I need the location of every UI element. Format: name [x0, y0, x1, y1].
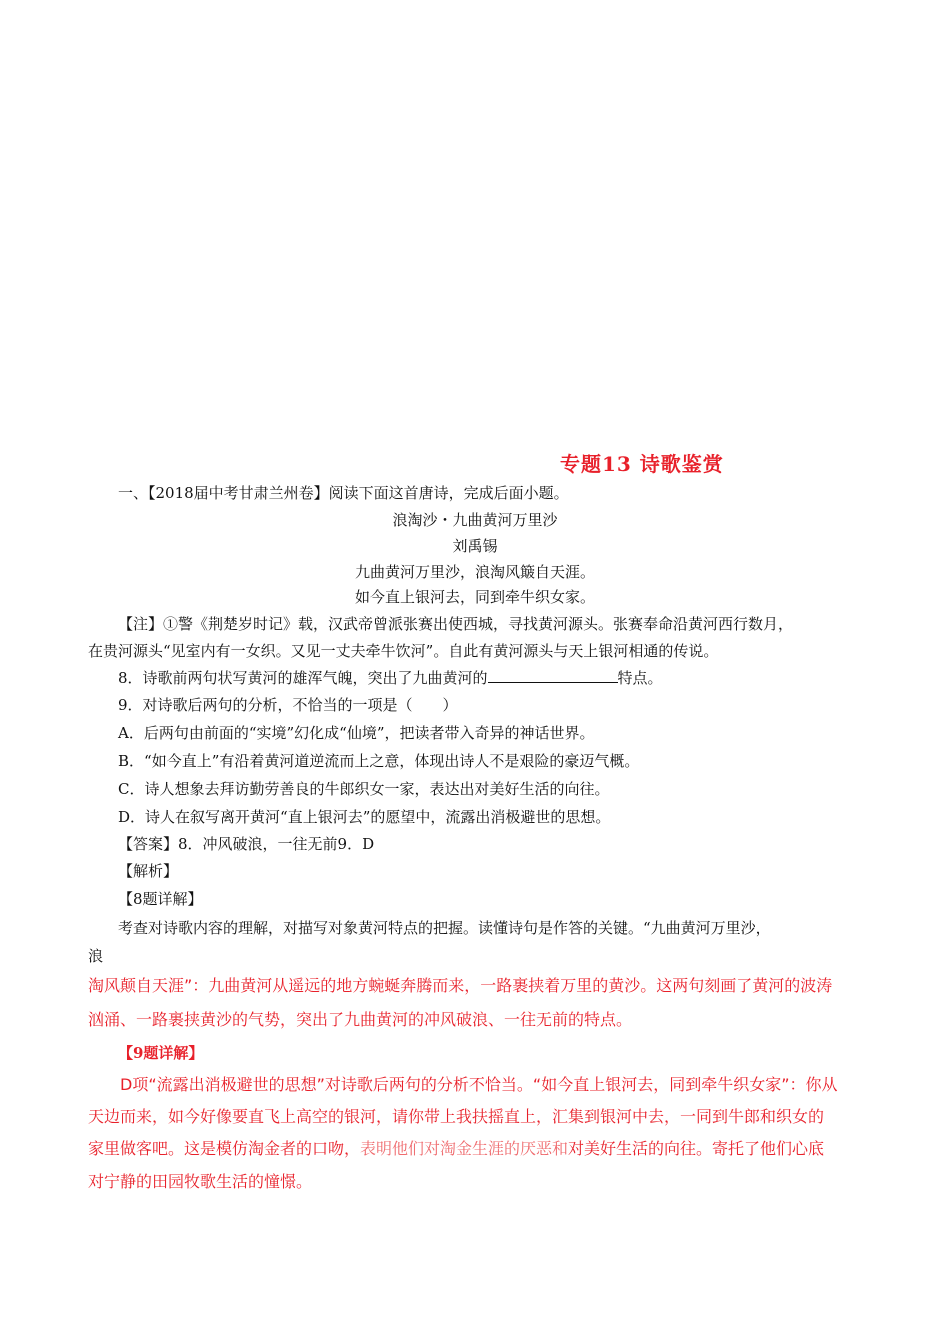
- detail-9-red-line-3c: 对美好生活的向往。寄托了他们心底: [568, 1139, 825, 1158]
- intro-line: 一、【2018届中考甘肃兰州卷】阅读下面这首唐诗，完成后面小题。: [118, 484, 569, 502]
- question-8-text: 8．诗歌前两句状写黄河的雄浑气魄，突出了九曲黄河的: [118, 669, 488, 687]
- page-title: 专题13 诗歌鉴赏: [560, 452, 724, 476]
- detail-9-red-line-3: [88, 1139, 824, 1159]
- detail-9-red-line-2: 天边而来，如今好像要直飞上高空的银河，请你带上我扶摇直上，汇集到银河中去，一同到牛郎和织女的: [88, 1107, 825, 1126]
- detail-9-label: 【9题详解】: [118, 1044, 204, 1062]
- detail-9-red-line-1: D项“流露出消极避世的思想”对诗歌后两句的分析不恰当。“如今直上银河去，同到牵牛织女家”：你从: [120, 1075, 838, 1094]
- question-9-stem: 9．对诗歌后两句的分析，不恰当的一项是（ ）: [118, 696, 458, 714]
- poem-author: 刘禹锡: [452, 537, 498, 555]
- option-b: B．“如今直上”有沿着黄河道逆流而上之意，体现出诗人不是艰险的豪迈气概。: [118, 752, 640, 770]
- option-a: A．后两句由前面的“实境”幻化成“仙境”，把读者带入奇异的神话世界。: [118, 724, 595, 742]
- answer-line: 【答案】8．冲风破浪，一往无前9．D: [118, 835, 375, 853]
- note-line-1: 【注】①警《荆楚岁时记》载，汉武帝曾派张赛出使西城，寻找黄河源头。张赛奉命沿黄河西行数月，: [118, 615, 794, 633]
- detail-9-red-line-4: 对宁静的田园牧歌生活的憧憬。: [88, 1172, 313, 1191]
- poem-line-1: 九曲黄河万里沙，浪淘风簸自天涯。: [354, 563, 595, 581]
- poem-line-2: 如今直上银河去，同到牵牛织女家。: [354, 588, 595, 606]
- poem-title: 浪淘沙・九曲黄河万里沙: [392, 511, 558, 529]
- note-line-2: 在贵河源头“见室内有一女织。又见一丈夫牵牛饮河”。自此有黄河源头与天上银河相通的传说。: [88, 642, 719, 660]
- answer-blank: [488, 668, 618, 683]
- detail-9-red-line-3a: 家里做客吧。这是模仿淘金者的口吻，: [88, 1139, 361, 1158]
- question-8: [118, 668, 663, 688]
- detail-8-red-line-2: 汹涌、一路裹挟黄沙的气势，突出了九曲黄河的冲风破浪、一往无前的特点。: [88, 1010, 633, 1029]
- detail-8-label: 【8题详解】: [118, 890, 203, 908]
- question-8-suffix: 特点。: [617, 669, 663, 687]
- analysis-label: 【解析】: [118, 862, 179, 880]
- detail-8-line-2: 浪: [88, 947, 104, 965]
- option-d: D．诗人在叙写离开黄河“直上银河去”的愿望中，流露出消极避世的思想。: [118, 808, 611, 826]
- detail-8-red-line-1: 淘风颠自天涯”：九曲黄河从遥远的地方蜿蜒奔腾而来，一路裹挟着万里的黄沙。这两句刻画了黄河的波涛: [88, 976, 833, 995]
- detail-9-red-line-3b: 表明他们对淘金生涯的厌恶和: [360, 1139, 569, 1158]
- detail-8-line-1: 考查对诗歌内容的理解，对描写对象黄河特点的把握。读懂诗句是作答的关键。“九曲黄河万里沙，: [118, 919, 771, 937]
- option-c: C．诗人想象去拜访勤劳善良的牛郎织女一家，表达出对美好生活的向往。: [118, 780, 610, 798]
